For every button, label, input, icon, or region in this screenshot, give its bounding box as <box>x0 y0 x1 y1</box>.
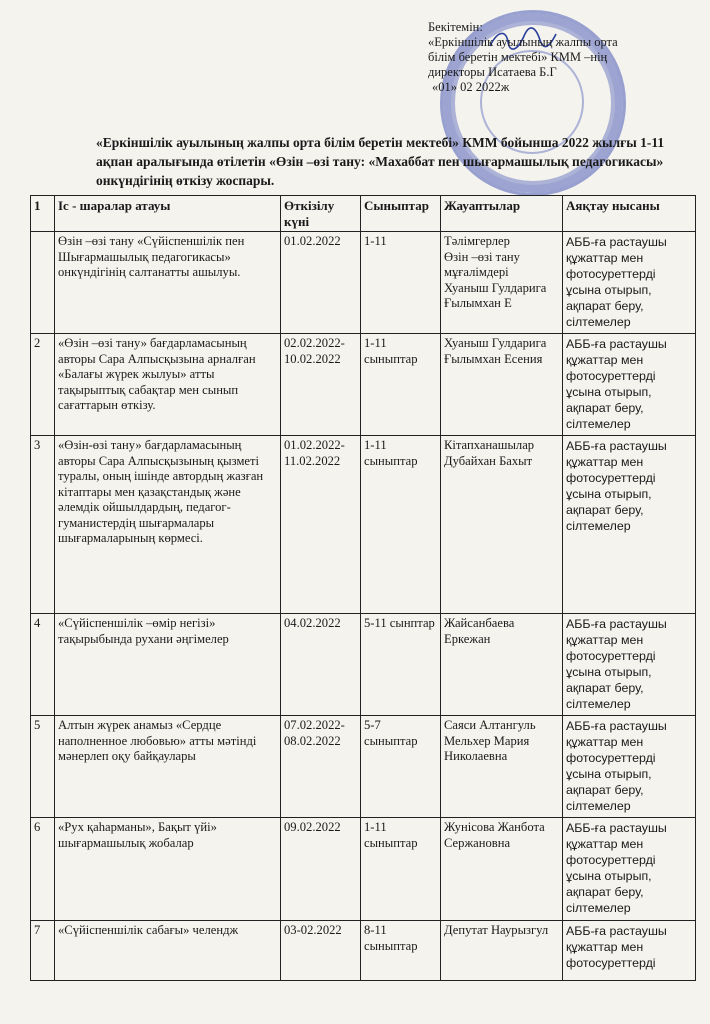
row-event: Алтын жүрек анамыз «Сердце наполненное любовью» атты мәтінді мәнерлеп оқу байқаулары <box>55 716 281 818</box>
row-responsible: Тәлімгерлер Өзін –өзі тану мұғалімдері Хуаныш Гулдарига Ғылымхан Е <box>441 232 563 334</box>
row-classes: 8-11 сыныптар <box>361 921 441 981</box>
approval-line: білім беретін мектебі» КММ –нің <box>428 50 608 64</box>
row-completion-form: АББ-ға растаушы құжаттар мен фотосуреттерді ұсына отырып, ақпарат беру, сілтемелер <box>563 436 696 614</box>
row-completion-form: АББ-ға растаушы құжаттар мен фотосуреттерді ұсына отырып, ақпарат беру, сілтемелер <box>563 716 696 818</box>
row-completion-form: АББ-ға растаушы құжаттар мен фотосуреттерді ұсына отырып, ақпарат беру, сілтемелер <box>563 818 696 921</box>
header-completion-form: Аяқтау нысаны <box>563 196 696 232</box>
row-date: 02.02.2022-10.02.2022 <box>281 334 361 436</box>
row-event: «Сүйіспеншілік –өмір негізі» тақырыбында рухани әңгімелер <box>55 614 281 716</box>
header-responsible: Жауаптылар <box>441 196 563 232</box>
row-date: 01.02.2022-11.02.2022 <box>281 436 361 614</box>
table-row <box>31 921 696 981</box>
approval-date: «01» 02 2022ж <box>432 80 510 94</box>
row-event: «Өзін –өзі тану» бағдарламасының авторы Сара Алпысқызына арналған «Балағы жүрек жылуы» атты тақырыптық сабақтар мен сынып сағаттарын өткізу. <box>55 334 281 436</box>
row-classes: 5-7 сыныптар <box>361 716 441 818</box>
table-row <box>31 716 696 818</box>
row-date: 03-02.2022 <box>281 921 361 981</box>
row-classes: 1-11 сыныптар <box>361 436 441 614</box>
approval-line: Бекітемін: <box>428 20 483 34</box>
row-completion-form: АББ-ға растаушы құжаттар мен фотосуреттерді ұсына отырып, ақпарат беру, сілтемелер <box>563 232 696 334</box>
document-title: «Еркіншілік ауылының жалпы орта білім беретін мектебі» КММ бойынша 2022 жылғы 1-11 ақпан аралығында өтілетін «Өзін –өзі тану: «Махаббат пен шығармашылық педагогикасы» онкүндігінің өткізу жоспары. <box>96 135 665 188</box>
row-responsible: Саяси Алтангуль Мельхер Мария Николаевна <box>441 716 563 818</box>
row-number: 6 <box>31 818 55 921</box>
row-classes: 1-11 <box>361 232 441 334</box>
row-number: 3 <box>31 436 55 614</box>
row-number: 4 <box>31 614 55 716</box>
table-header-row <box>31 196 696 232</box>
row-responsible: Хуаныш Гулдарига Ғылымхан Есения <box>441 334 563 436</box>
header-number: 1 <box>31 196 55 232</box>
header-classes: Сыныптар <box>361 196 441 232</box>
header-event: Іс - шаралар атауы <box>55 196 281 232</box>
row-completion-form: АББ-ға растаушы құжаттар мен фотосуреттерді ұсына отырып, ақпарат беру, сілтемелер <box>563 334 696 436</box>
table-row <box>31 232 696 334</box>
row-number: 7 <box>31 921 55 981</box>
row-completion-form: АББ-ға растаушы құжаттар мен фотосуреттерді ұсына отырып, ақпарат беру, сілтемелер <box>563 614 696 716</box>
table-row <box>31 436 696 614</box>
row-completion-form: АББ-ға растаушы құжаттар мен фотосуреттерді <box>563 921 696 981</box>
approval-block <box>428 20 678 95</box>
row-number: 2 <box>31 334 55 436</box>
row-date: 07.02.2022-08.02.2022 <box>281 716 361 818</box>
row-event: «Сүйіспеншілік сабағы» челендж <box>55 921 281 981</box>
row-date: 09.02.2022 <box>281 818 361 921</box>
table-row <box>31 614 696 716</box>
table-row <box>31 818 696 921</box>
approval-line: директоры Исатаева Б.Г <box>428 65 557 79</box>
table-row <box>31 334 696 436</box>
row-responsible: Жунісова Жанбота Сержановна <box>441 818 563 921</box>
row-date: 01.02.2022 <box>281 232 361 334</box>
row-number: 5 <box>31 716 55 818</box>
row-responsible: Кітапханашылар Дубайхан Бахыт <box>441 436 563 614</box>
row-event: Өзін –өзі тану «Сүйіспеншілік пен Шығармашылық педагогикасы» онкүндігінің салтанатты ашылуы. <box>55 232 281 334</box>
event-plan-table <box>30 195 696 981</box>
row-responsible: Депутат Наурызгул <box>441 921 563 981</box>
row-classes: 1-11 сыныптар <box>361 818 441 921</box>
row-date: 04.02.2022 <box>281 614 361 716</box>
row-number <box>31 232 55 334</box>
row-event: «Өзін-өзі тану» бағдарламасының авторы Сара Алпысқызының қызметі туралы, оның ішінде автордың жазған кітаптары мен қазақстандық және әлемдік ойшылдардың, педагог-гуманистердің шығармалары шығармаларының көрмесі. <box>55 436 281 614</box>
row-responsible: Жайсанбаева Еркежан <box>441 614 563 716</box>
row-event: «Рух қаһарманы», Бақыт үйі» шығармашылық жобалар <box>55 818 281 921</box>
header-date: Өткізілу күні <box>281 196 361 232</box>
row-classes: 5-11 сынптар <box>361 614 441 716</box>
row-classes: 1-11 сыныптар <box>361 334 441 436</box>
approval-line: «Еркіншілік ауылының жалпы орта <box>428 35 618 49</box>
